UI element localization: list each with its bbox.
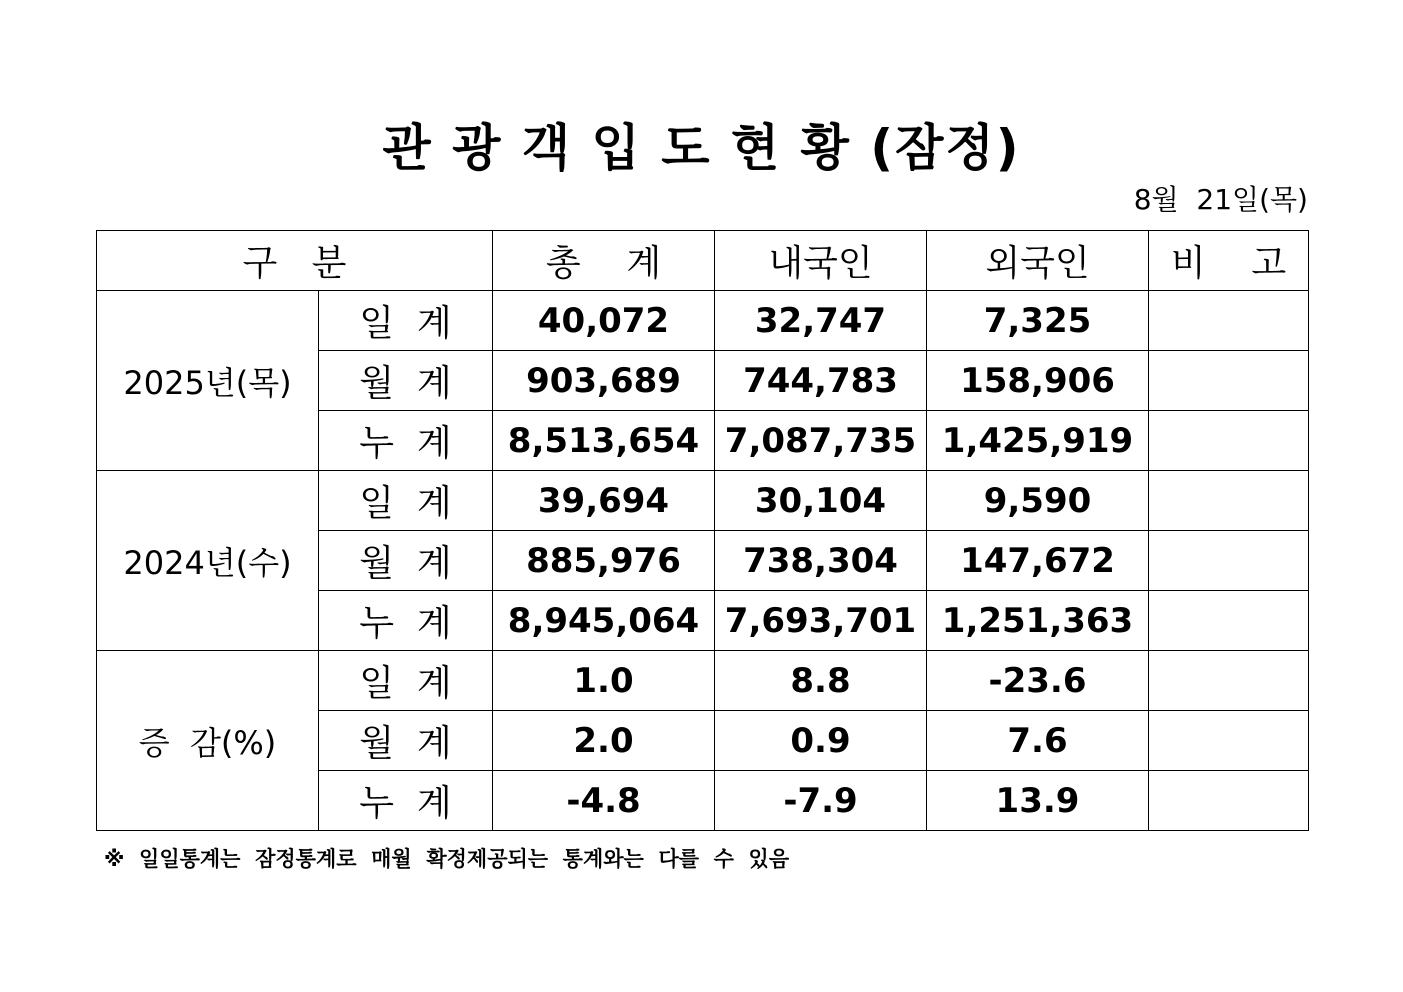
page-title: 관 광 객 입 도 현 황 (잠정) — [382, 119, 1021, 177]
cell-remarks — [1149, 351, 1309, 411]
cell-domestic: 7,087,735 — [715, 411, 927, 471]
cell-domestic: -7.9 — [715, 771, 927, 831]
table-row — [97, 291, 1309, 351]
cell-remarks — [1149, 471, 1309, 531]
cell-total: 39,694 — [493, 471, 715, 531]
row-label: 월 계 — [319, 531, 493, 591]
cell-remarks — [1149, 711, 1309, 771]
cell-remarks — [1149, 531, 1309, 591]
row-label: 일 계 — [319, 291, 493, 351]
cell-domestic: 738,304 — [715, 531, 927, 591]
header-foreign: 외국인 — [927, 231, 1149, 291]
cell-total: 8,945,064 — [493, 591, 715, 651]
report-date: 8월 21일(목) — [1133, 183, 1308, 216]
cell-total: 1.0 — [493, 651, 715, 711]
row-label: 누 계 — [319, 411, 493, 471]
cell-foreign: 147,672 — [927, 531, 1149, 591]
cell-remarks — [1149, 291, 1309, 351]
cell-domestic: 7,693,701 — [715, 591, 927, 651]
group-label-change: 증 감(%) — [97, 651, 319, 831]
cell-remarks — [1149, 651, 1309, 711]
row-label: 일 계 — [319, 651, 493, 711]
cell-foreign: 1,425,919 — [927, 411, 1149, 471]
cell-total: 903,689 — [493, 351, 715, 411]
cell-total: 8,513,654 — [493, 411, 715, 471]
cell-total: 40,072 — [493, 291, 715, 351]
cell-foreign: 7.6 — [927, 711, 1149, 771]
group-label-2024: 2024년(수) — [97, 471, 319, 651]
cell-foreign: 158,906 — [927, 351, 1149, 411]
cell-domestic: 30,104 — [715, 471, 927, 531]
header-remarks: 비 고 — [1149, 231, 1309, 291]
cell-foreign: 1,251,363 — [927, 591, 1149, 651]
cell-foreign: 13.9 — [927, 771, 1149, 831]
table-header-row — [97, 231, 1309, 291]
table-row — [97, 471, 1309, 531]
footnote: ※ 일일통계는 잠정통계로 매월 확정제공되는 통계와는 다를 수 있음 — [104, 847, 790, 871]
cell-domestic: 744,783 — [715, 351, 927, 411]
cell-foreign: -23.6 — [927, 651, 1149, 711]
cell-total: -4.8 — [493, 771, 715, 831]
cell-domestic: 0.9 — [715, 711, 927, 771]
tourist-arrivals-table — [96, 230, 1309, 831]
cell-domestic: 32,747 — [715, 291, 927, 351]
header-category: 구 분 — [97, 231, 493, 291]
row-label: 월 계 — [319, 351, 493, 411]
row-label: 누 계 — [319, 591, 493, 651]
cell-foreign: 7,325 — [927, 291, 1149, 351]
cell-remarks — [1149, 771, 1309, 831]
table-row — [97, 651, 1309, 711]
cell-foreign: 9,590 — [927, 471, 1149, 531]
cell-total: 885,976 — [493, 531, 715, 591]
row-label: 월 계 — [319, 711, 493, 771]
cell-total: 2.0 — [493, 711, 715, 771]
cell-remarks — [1149, 411, 1309, 471]
cell-domestic: 8.8 — [715, 651, 927, 711]
cell-remarks — [1149, 591, 1309, 651]
group-label-2025: 2025년(목) — [97, 291, 319, 471]
header-domestic: 내국인 — [715, 231, 927, 291]
row-label: 일 계 — [319, 471, 493, 531]
header-total: 총 계 — [493, 231, 715, 291]
row-label: 누 계 — [319, 771, 493, 831]
